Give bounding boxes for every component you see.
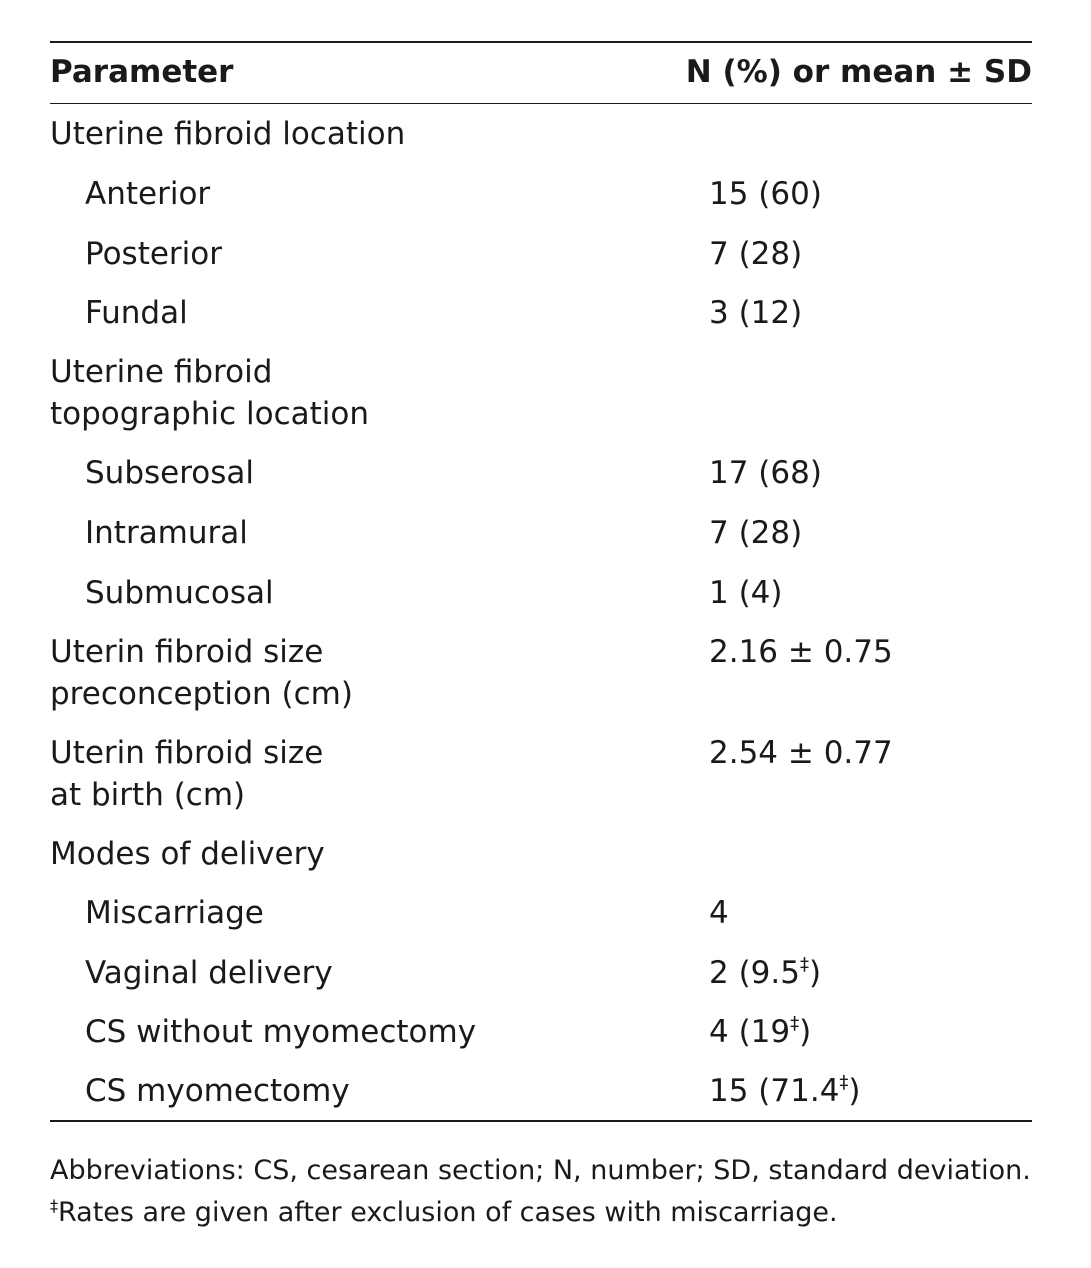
table-row	[50, 224, 1032, 283]
footnote-abbreviations: Abbreviations: CS, cesarean section; N, number; SD, standard deviation.	[50, 1155, 1031, 1186]
row-value	[709, 1070, 861, 1112]
row-value-text: 2.16 ± 0.75	[709, 634, 893, 670]
row-value-close: )	[799, 1014, 812, 1050]
row-value-text: 15 (71.4	[709, 1073, 840, 1109]
row-label: Intramural	[85, 515, 248, 551]
table-body	[50, 104, 1032, 1120]
table-row	[50, 164, 1032, 224]
table-row	[50, 723, 1032, 824]
table-row	[50, 283, 1032, 342]
row-value-close: )	[848, 1073, 861, 1109]
row-value	[709, 631, 893, 673]
row-value	[709, 572, 783, 614]
row-value-text: 2 (9.5	[709, 955, 800, 991]
row-value	[709, 732, 893, 774]
footnote-rates-text: Rates are given after exclusion of cases with miscarriage.	[58, 1197, 838, 1228]
data-table	[50, 41, 1032, 1122]
row-value	[709, 233, 802, 275]
row-value-text: 4 (19	[709, 1014, 791, 1050]
row-value-close: )	[808, 955, 822, 991]
row-label: Uterine fibroid topographic location	[50, 354, 370, 432]
row-value-text: 1 (4)	[709, 575, 783, 611]
row-value	[709, 452, 822, 494]
table-row	[50, 1061, 1032, 1120]
row-value-text: 7 (28)	[709, 236, 803, 272]
row-label: Fundal	[85, 295, 188, 331]
table-bottom-rule	[50, 1120, 1032, 1122]
footnote-rates	[50, 1192, 1050, 1234]
header-value: N (%) or mean ± SD	[685, 54, 1032, 90]
table-footnotes	[50, 1150, 1050, 1234]
row-value-text: 4	[709, 895, 729, 931]
row-value	[709, 173, 822, 215]
table-row	[50, 883, 1032, 943]
row-value-text: 7 (28)	[709, 515, 803, 551]
row-value-footnote-marker: ‡	[790, 1012, 800, 1034]
table-row	[50, 503, 1032, 563]
table-row	[50, 443, 1032, 503]
row-label: Uterin fibroid size at birth (cm)	[50, 735, 324, 813]
table-row	[50, 104, 1032, 164]
table-row	[50, 622, 1032, 723]
row-value	[709, 1011, 811, 1053]
row-value	[709, 892, 729, 934]
row-value-text: 17 (68)	[709, 455, 822, 491]
header-parameter: Parameter	[50, 54, 234, 90]
row-label: Modes of delivery	[50, 836, 325, 872]
table-row	[50, 824, 1032, 883]
row-value-text: 2.54 ± 0.77	[709, 735, 893, 771]
row-label: Miscarriage	[85, 895, 264, 931]
row-value-footnote-marker: ‡	[839, 1071, 849, 1093]
table-row	[50, 563, 1032, 622]
row-value	[709, 952, 821, 994]
row-label: Anterior	[85, 176, 211, 212]
row-label: Uterine fibroid location	[50, 116, 406, 152]
row-value-text: 15 (60)	[709, 176, 822, 212]
row-label: Submucosal	[85, 575, 274, 611]
row-value	[709, 512, 802, 554]
footnote-marker: ‡	[50, 1196, 58, 1215]
row-label: Vaginal delivery	[85, 955, 333, 991]
row-value-footnote-marker: ‡	[799, 953, 809, 975]
row-value-text: 3 (12)	[709, 295, 803, 331]
table-row	[50, 1002, 1032, 1061]
table-row	[50, 943, 1032, 1002]
row-label: CS without myomectomy	[85, 1014, 477, 1050]
row-value	[709, 292, 802, 334]
table-header	[50, 43, 1032, 103]
row-label: Uterin fibroid size preconception (cm)	[50, 634, 353, 712]
row-label: Posterior	[85, 236, 223, 272]
row-label: CS myomectomy	[85, 1073, 350, 1109]
row-label: Subserosal	[85, 455, 255, 491]
table-row	[50, 342, 1032, 443]
